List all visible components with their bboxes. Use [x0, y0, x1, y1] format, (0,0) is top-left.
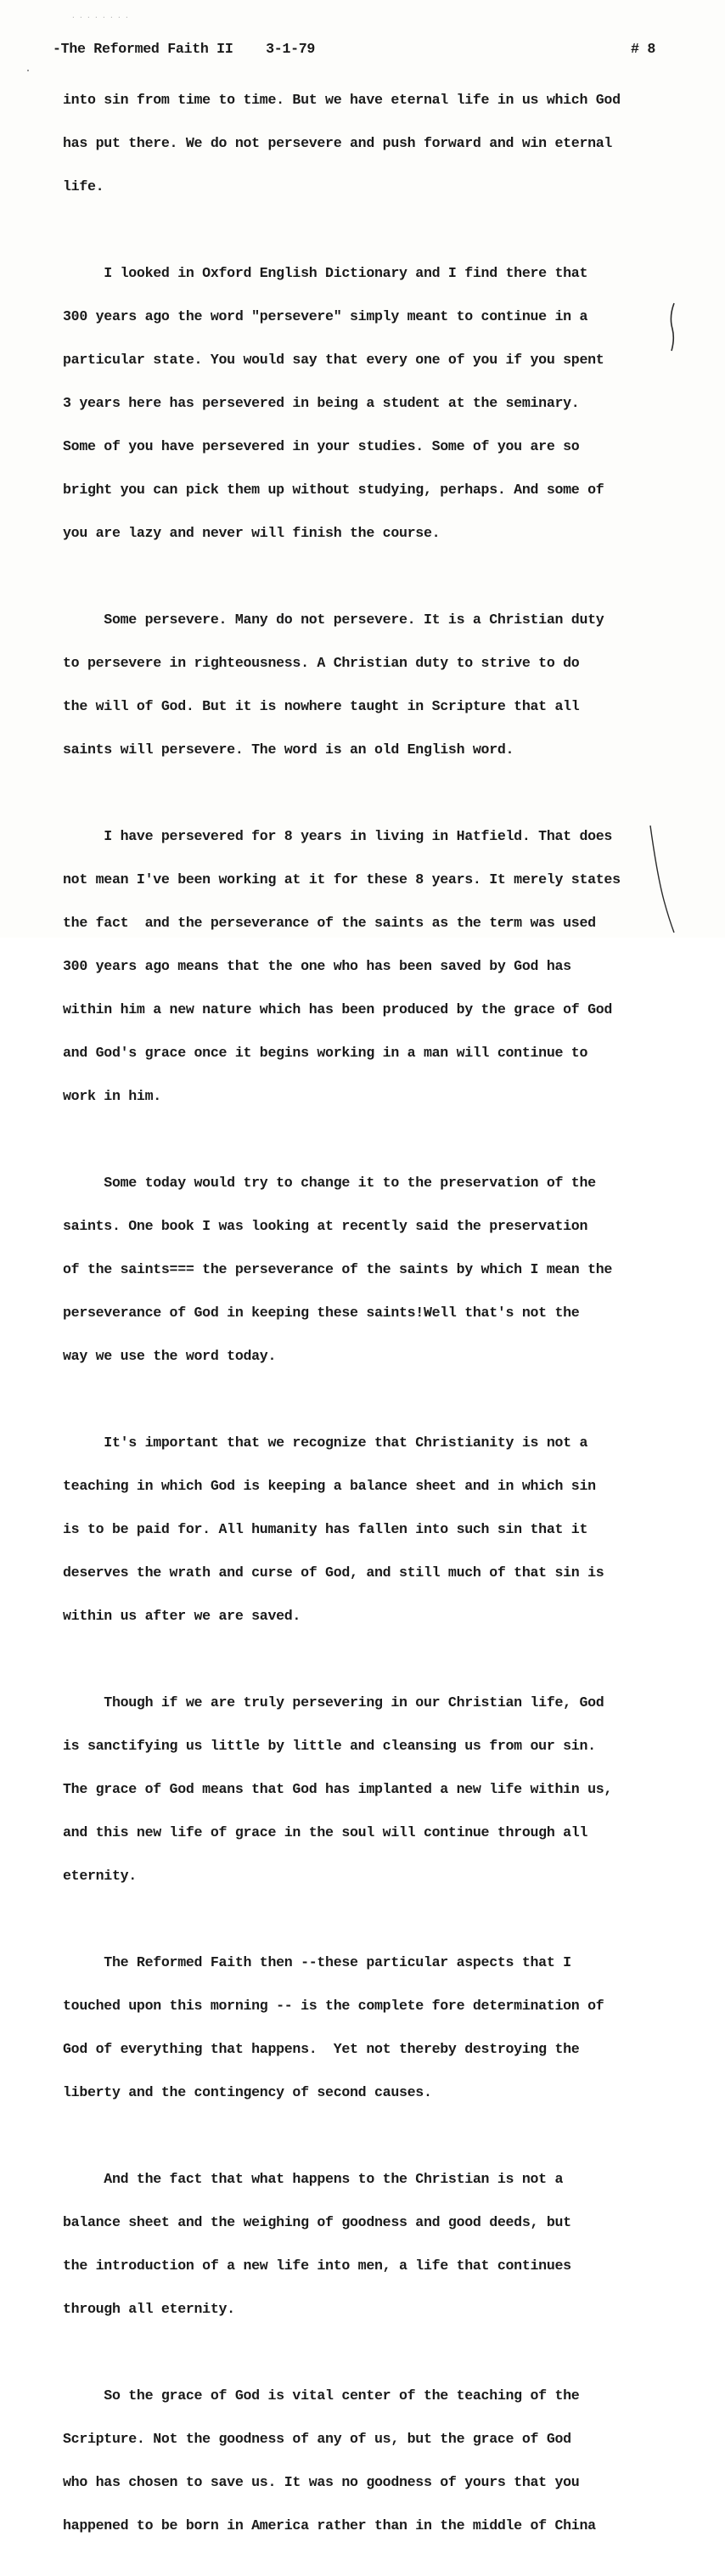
text-line: Some persevere. Many do not persevere. It is a Christian duty: [63, 612, 604, 628]
text-line: into sin from time to time. But we have eternal life in us which God: [63, 92, 621, 108]
paragraph: [63, 237, 674, 569]
text-line: and this new life of grace in the soul will continue through all: [63, 1824, 588, 1840]
text-line: particular state. You would say that every one of you if you spent: [63, 352, 604, 368]
text-line: The grace of God means that God has implanted a new life within us,: [63, 1781, 613, 1797]
text-line: 300 years ago the word "persevere" simply meant to continue in a: [63, 308, 588, 324]
text-line: balance sheet and the weighing of goodness and good deeds, but: [63, 2214, 571, 2230]
page-header: [53, 40, 655, 59]
text-line: eternity.: [63, 1868, 137, 1884]
text-line: The Reformed Faith then --these particular aspects that I: [63, 1954, 571, 1970]
text-line: way we use the word today.: [63, 1348, 277, 1364]
text-line: perseverance of God in keeping these saints!Well that's not the: [63, 1305, 580, 1321]
text-line: saints. One book I was looking at recently said the preservation: [63, 1218, 588, 1234]
text-line: not mean I've been working at it for these 8 years. It merely states: [63, 871, 621, 888]
margin-line-mark: [645, 824, 679, 934]
text-line: liberty and the contingency of second causes.: [63, 2084, 432, 2100]
paragraph: [63, 1147, 674, 1392]
text-line: Though if we are truly persevering in our Christian life, God: [63, 1694, 604, 1711]
paragraph: [63, 2143, 674, 2345]
margin-bracket-mark: [667, 302, 681, 352]
text-line: and God's grace once it begins working in a man will continue to: [63, 1045, 588, 1061]
text-line: you are lazy and never will finish the course.: [63, 525, 441, 541]
text-line: to persevere in righteousness. A Christian duty to strive to do: [63, 655, 580, 671]
text-line: of the saints=== the perseverance of the saints by which I mean the: [63, 1261, 613, 1277]
paragraph: [63, 583, 674, 786]
text-line: Scripture. Not the goodness of any of us, but the grace of God: [63, 2431, 571, 2447]
text-line: teaching in which God is keeping a balance sheet and in which sin: [63, 1478, 596, 1494]
header-title: The Reformed Faith II: [60, 41, 233, 57]
text-line: 300 years ago means that the one who has been saved by God has: [63, 958, 571, 974]
text-line: saints will persevere. The word is an old English word.: [63, 741, 514, 758]
text-line: bright you can pick them up without studying, perhaps. And some of: [63, 482, 604, 498]
margin-dot-mark: [25, 68, 31, 73]
text-line: 3 years here has persevered in being a student at the seminary.: [63, 395, 580, 411]
text-line: is sanctifying us little by little and cleansing us from our sin.: [63, 1738, 596, 1754]
paragraph: [63, 64, 674, 223]
text-line: work in him.: [63, 1088, 161, 1104]
text-line: has put there. We do not persevere and push forward and win eternal: [63, 135, 613, 151]
text-line: the will of God. But it is nowhere taught in Scripture that all: [63, 698, 580, 714]
text-line: the introduction of a new life into men, a life that continues: [63, 2258, 571, 2274]
text-line: within us after we are saved.: [63, 1608, 301, 1624]
paragraph: [63, 2359, 674, 2562]
text-line: through all eternity.: [63, 2301, 235, 2317]
text-line: is to be paid for. All humanity has fallen into such sin that it: [63, 1521, 588, 1537]
header-dash: -: [53, 41, 61, 57]
text-line: So the grace of God is vital center of the teaching of the: [63, 2387, 580, 2404]
faint-top-marks: . . . . . . . .: [71, 13, 129, 20]
text-line: Some of you have persevered in your studies. Some of you are so: [63, 438, 580, 454]
paragraph: [63, 1926, 674, 2128]
text-line: who has chosen to save us. It was no goodness of yours that you: [63, 2474, 580, 2490]
text-line: Some today would try to change it to the preservation of the: [63, 1175, 596, 1191]
text-line: And the fact that what happens to the Christian is not a: [63, 2171, 564, 2187]
text-line: touched upon this morning -- is the complete fore determination of: [63, 1998, 604, 2014]
text-line: within him a new nature which has been produced by the grace of God: [63, 1001, 613, 1017]
body-text: [63, 64, 674, 2576]
text-line: I looked in Oxford English Dictionary and I find there that: [63, 265, 588, 281]
header-date: 3-1-79: [266, 41, 316, 57]
text-line: happened to be born in America rather than in the middle of China: [63, 2517, 596, 2534]
paragraph: [63, 1406, 674, 1652]
text-line: I have persevered for 8 years in living in Hatfield. That does: [63, 828, 613, 844]
text-line: life.: [63, 178, 104, 194]
text-line: It's important that we recognize that Christianity is not a: [63, 1435, 588, 1451]
paragraph: [63, 1666, 674, 1912]
text-line: God of everything that happens. Yet not thereby destroying the: [63, 2041, 580, 2057]
paragraph: [63, 800, 674, 1132]
page-number: # 8: [631, 41, 655, 57]
text-line: deserves the wrath and curse of God, and still much of that sin is: [63, 1564, 604, 1581]
text-line: the fact and the perseverance of the saints as the term was used: [63, 915, 596, 931]
